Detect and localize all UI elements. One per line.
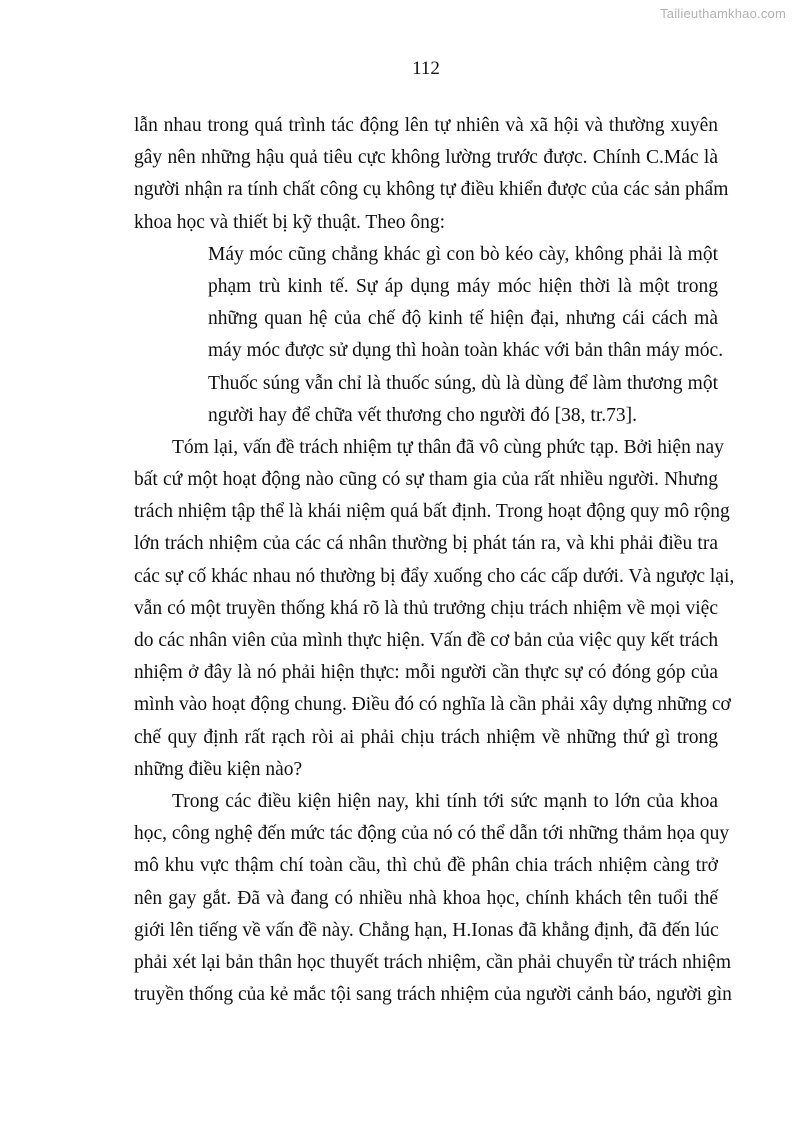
paragraph-1: [134, 110, 729, 239]
text-line: những điều kiện nào?: [134, 758, 303, 780]
text-line: mình vào hoạt động chung. Điều đó có nghĩa là cần phải xây dựng những cơ: [134, 694, 731, 716]
text-line: truyền thống của kẻ mắc tội sang trách nhiệm của người cảnh báo, người gìn: [134, 984, 732, 1006]
text-line: nên gay gắt. Đã và đang có nhiều nhà khoa học, chính khách tên tuổi thế: [134, 887, 718, 909]
document-body: [134, 110, 735, 1011]
text-line: khoa học và thiết bị kỹ thuật. Theo ông:: [134, 211, 446, 233]
quote-line: những quan hệ của chế độ kinh tế hiện đại, nhưng cái cách mà: [208, 308, 718, 330]
paragraph-3: [134, 786, 732, 1011]
quote-line: phạm trù kinh tế. Sự áp dụng máy móc hiện thời là một trong: [208, 275, 718, 297]
page-number: 112: [412, 58, 440, 79]
text-line: bất cứ một hoạt động nào cũng có sự tham gia của rất nhiều người. Nhưng: [134, 469, 718, 491]
text-line: chế quy định rất rạch ròi ai phải chịu trách nhiệm về những thứ gì trong: [134, 726, 718, 748]
text-line: nhiệm ở đây là nó phải hiện thực: mỗi người cần thực sự có đóng góp của: [134, 662, 718, 684]
quote-line: người hay để chữa vết thương cho người đó [38, tr.73].: [208, 404, 638, 426]
text-line: lớn trách nhiệm của các cá nhân thường bị phát tán ra, và khi phải điều tra: [134, 533, 718, 555]
text-line: Tóm lại, vấn đề trách nhiệm tự thân đã vô cùng phức tạp. Bởi hiện nay: [172, 436, 724, 458]
block-quote: [134, 239, 724, 432]
text-line: lẫn nhau trong quá trình tác động lên tự nhiên và xã hội và thường xuyên: [134, 115, 718, 136]
quote-line: Thuốc súng vẫn chỉ là thuốc súng, dù là dùng để làm thương một: [208, 372, 718, 394]
watermark: Tailieuthamkhao.com: [660, 6, 786, 21]
text-line: mô khu vực thậm chí toàn cầu, thì chủ đề phân chia trách nhiệm càng trở: [134, 855, 718, 877]
text-line: gây nên những hậu quả tiêu cực không lường trước được. Chính C.Mác là: [134, 147, 718, 169]
text-line: giới lên tiếng về vấn đề này. Chẳng hạn, H.Ionas đã khẳng định, đã đến lúc: [134, 919, 719, 941]
paragraph-2: [134, 432, 735, 786]
text-line: do các nhân viên của mình thực hiện. Vấn đề cơ bản của việc quy kết trách: [134, 630, 719, 651]
quote-line: Máy móc cũng chẳng khác gì con bò kéo cày, không phải là một: [208, 243, 718, 265]
text-line: phải xét lại bản thân học thuyết trách nhiệm, cần phải chuyển từ trách nhiệm: [134, 951, 731, 973]
text-line: các sự cố khác nhau nó thường bị đẩy xuống cho các cấp dưới. Và ngược lại,: [134, 565, 735, 587]
text-line: Trong các điều kiện hiện nay, khi tính tới sức mạnh to lớn của khoa: [172, 790, 718, 812]
text-line: học, công nghệ đến mức tác động của nó có thể dẫn tới những thảm họa quy: [134, 823, 730, 845]
text-line: trách nhiệm tập thể là khái niệm quá bất định. Trong hoạt động quy mô rộng: [134, 501, 730, 523]
quote-line: máy móc được sử dụng thì hoàn toàn khác với bản thân máy móc.: [208, 340, 724, 362]
text-line: vẫn có một truyền thống khá rõ là thủ trưởng chịu trách nhiệm về mọi việc: [134, 597, 718, 619]
text-line: người nhận ra tính chất công cụ không tự điều khiển được của các sản phẩm: [134, 179, 729, 201]
